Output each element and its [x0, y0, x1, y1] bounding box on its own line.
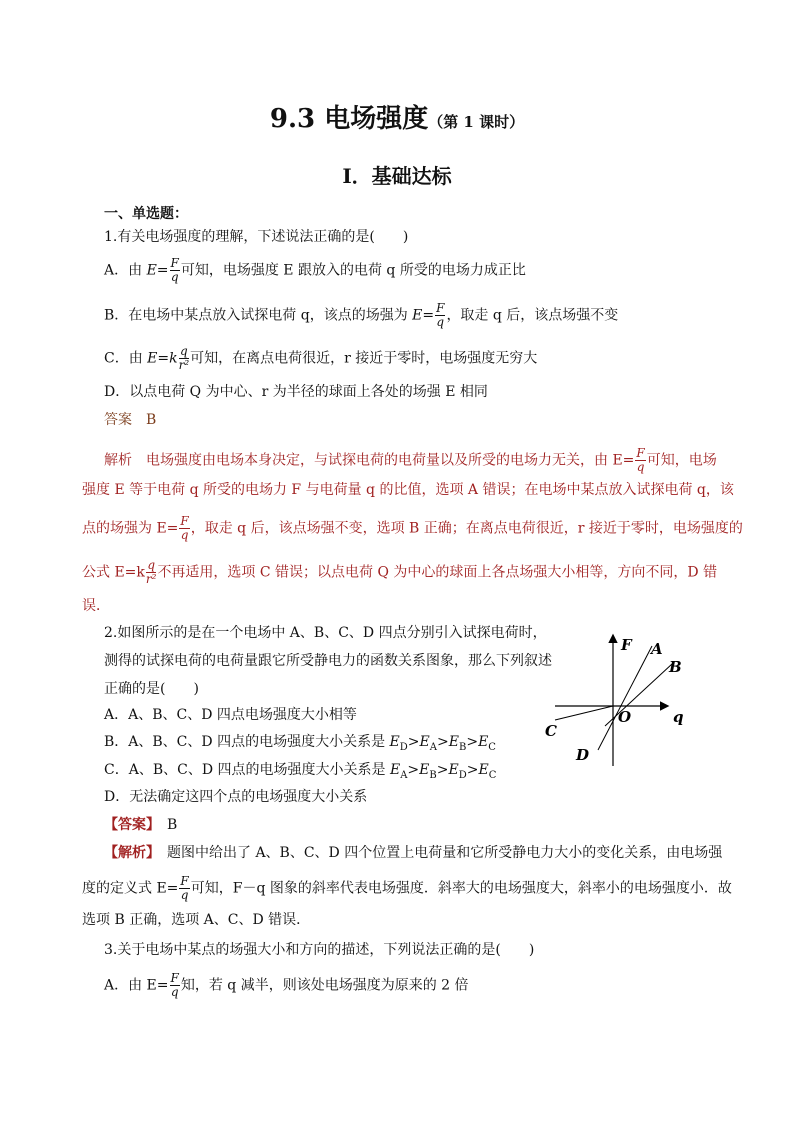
fraction: $\frac{F}{q}$: [170, 256, 179, 284]
q1-option-b: B．在电场中某点放入试探电荷 q，该点的场强为 E= $\frac{F}{q}$ ，取走 q 后，该点场强不变: [104, 301, 619, 329]
fraction: $\frac{q}{\text{r²}}$: [178, 344, 190, 372]
part-heading: 一、单选题：: [104, 206, 188, 222]
q1-option-c: C．由 E=k $\frac{q}{\text{r²}}$ 可知，在离点电荷很近，r 接近于零时，电场强度无穷大: [104, 344, 538, 372]
q1-analysis-line4: 公式 E=k $\frac{q}{\text{r²}}$ 不再适用，选项 C 错误；以点电荷 Q 为中心的球面上各点场强大小相等，方向不同，D 错: [82, 558, 718, 586]
q2-analysis-line2: 度的定义式 E= $\frac{F}{q}$ 可知，F－q 图象的斜率代表电场强度．斜率大的电场强度大，斜率小的电场强度小．故: [82, 874, 732, 902]
q1-option-a: A．由 E= $\frac{F}{q}$ 可知，电场强度 E 跟放入的电荷 q 所受的电场力成正比: [104, 256, 526, 284]
label-a: A: [651, 640, 663, 658]
q2-answer: 【答案】 B: [104, 817, 178, 833]
q3-option-a: A．由 E= $\frac{F}{q}$ 知，若 q 减半，则该处电场强度为原来的 2 倍: [104, 971, 469, 999]
q1-analysis-line2: 强度 E 等于电荷 q 所受的电场力 F 与电荷量 q 的比值，选项 A 错误；在电场中某点放入试探电荷 q，该: [82, 482, 734, 498]
q2-analysis-line3: 选项 B 正确，选项 A、C、D 错误．: [82, 912, 311, 928]
q1-answer: 答案 B: [104, 412, 157, 428]
title-subtitle: （第 1 课时）: [428, 113, 525, 131]
q2-option-c: C．A、B、C、D 四点的电场强度大小关系是 $E_A>E_B>E_D>E_C$: [104, 762, 497, 781]
q3-stem: 3.关于电场中某点的场强大小和方向的描述，下列说法正确的是( ): [104, 942, 535, 958]
label-o: O: [618, 708, 632, 726]
q2-option-a: A．A、B、C、D 四点电场强度大小相等: [104, 707, 357, 723]
label-f: F: [621, 636, 632, 654]
f-q-graph: [545, 630, 695, 770]
q1-analysis-line1: 解析 电场强度由电场本身决定，与试探电荷的电荷量以及所受的电场力无关，由 E= $\frac{F}{q}$ 可知，电场: [104, 446, 717, 474]
q1-analysis-line3: 点的场强为 E= $\frac{F}{q}$ ，取走 q 后，该点场强不变，选项 B 正确；在离点电荷很近，r 接近于零时，电场强度的: [82, 514, 743, 542]
q2-stem-line3: 正确的是( ): [104, 681, 199, 697]
q2-option-b: B．A、B、C、D 四点的电场强度大小关系是 $E_D>E_A>E_B>E_C$: [104, 734, 496, 753]
q2-analysis-line1: 【解析】 题图中给出了 A、B、C、D 四个位置上电荷量和它所受静电力大小的变化关系，由电场强: [104, 845, 723, 861]
line-b: [605, 664, 672, 726]
fraction: $\frac{F}{q}$: [436, 301, 445, 329]
q2-stem-line2: 测得的试探电荷的电荷量跟它所受静电力的函数关系图象，那么下列叙述: [104, 653, 552, 669]
q2-stem-line1: 2.如图所示的是在一个电场中 A、B、C、D 四点分别引入试探电荷时，: [104, 625, 547, 641]
label-c: C: [545, 722, 557, 740]
section-heading: Ⅰ．基础达标: [342, 164, 452, 188]
q2-option-d: D．无法确定这四个点的电场强度大小关系: [104, 789, 368, 805]
q1-analysis-line5: 误．: [82, 598, 110, 614]
page-title: 9.3 电场强度（第 1 课时）: [269, 104, 525, 134]
fraction: $\frac{F}{q}$: [170, 971, 179, 999]
line-c: [555, 706, 613, 720]
label-q: q: [673, 708, 684, 726]
label-b: B: [669, 658, 682, 676]
q1-option-d: D．以点电荷 Q 为中心、r 为半径的球面上各处的场强 E 相同: [104, 384, 488, 400]
line-a: [598, 646, 652, 750]
label-d: D: [576, 746, 590, 764]
q1-stem: 1.有关电场强度的理解，下述说法正确的是( ): [104, 229, 409, 245]
